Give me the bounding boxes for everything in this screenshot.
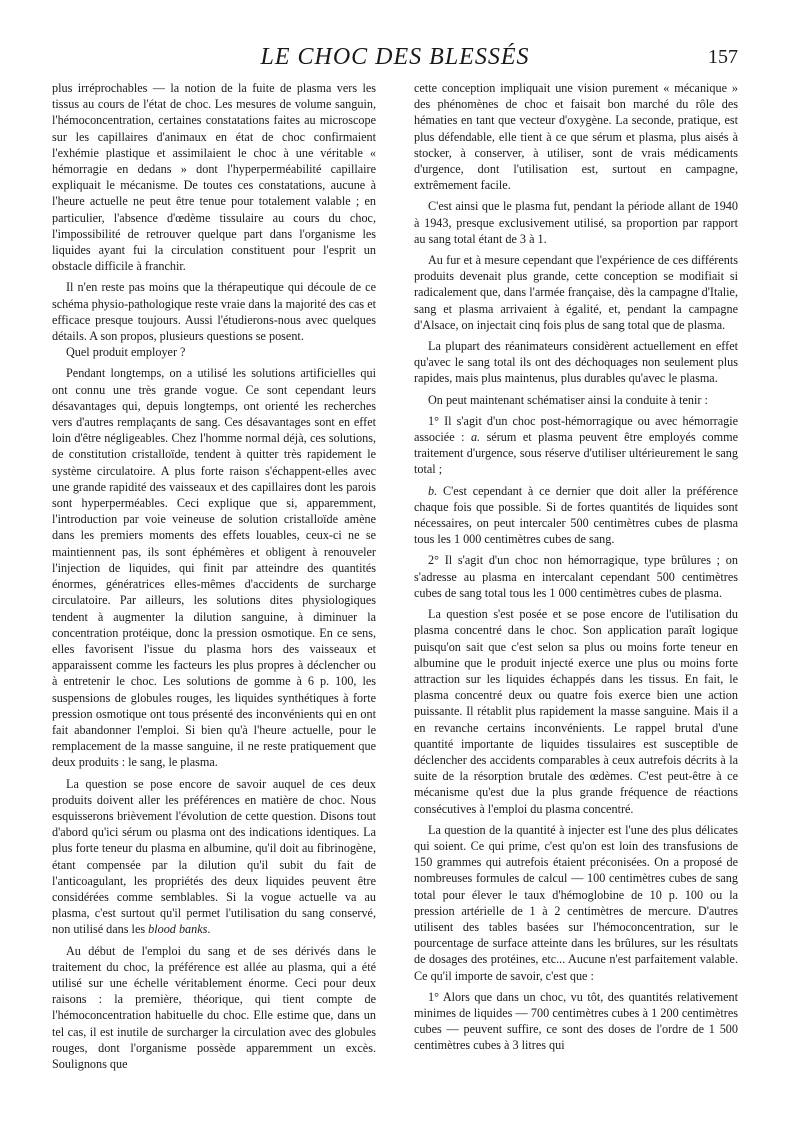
- right-column: [414, 80, 738, 1140]
- list-item: [414, 413, 738, 478]
- paragraph: [52, 776, 376, 938]
- paragraph: On peut maintenant schématiser ainsi la conduite à tenir :: [428, 392, 708, 407]
- text-span: La question se pose encore de savoir auquel de ces deux produits doivent aller les préférences en matière de choc. Nous esquisserons brièvement l'évolution de cette question. Disons tout d'abord qu'ici sérum ou plasma ont des indications identiques. La plus forte teneur du plasma en albumine, qu'il doit au fibrinogène, étant compensée par la dilution qu'il subit du fait de l'anticoagulant, les propriétés des deux liquides peuvent être considérées comme semblables. Si la vogue actuelle va au plasma, c'est surtout qu'il permet l'utilisation du sang conservé, non utilisé dans les: [52, 776, 376, 937]
- paragraph: C'est ainsi que le plasma fut, pendant la période allant de 1940 à 1943, presque exclusivement utilisé, sa proportion par rapport au sang total étant de 3 à 1.: [414, 199, 738, 246]
- paragraph: Pendant longtemps, on a utilisé les solutions artificielles qui ont connu une très grande vogue. Ce sont cependant leurs désavantages qui, depuis longtemps, ont orienté les recherches vers d'autres remplaçants de sang. Ces désavantages sont en effet loin d'être négligeables. Chez l'homme normal déjà, ces solutions, de constitution cristalloïde, tendent à quitter très rapidement le système circulatoire. A plus forte raison s'échappent-elles avec une grande rapidité des vaisseaux et des capillaires dont les parois sont hyperperméables. Ceci explique que si, apparemment, l'introduction par voie veineuse de solution cristalloïde amène dans les premiers moments des effets louables, ceux-ci ne se maintiennent pas, ils sont éphémères et obligent à renouveler l'injection de liquides, qui finit par atteindre des quantités énormes, génératrices elles-mêmes d'accidents de surcharge circulatoire. Par ailleurs, les solutions dites physiologiques tendent à augmenter la dilution sanguine, à diminuer la concentration protéique, donc la pression osmotique. En ce sens, elles favorisent l'issue du plasma hors des vaisseaux et apparaissent comme les facteurs les plus propres à déclencher ou à entretenir le choc. Les solutions de gomme à 6 p. 100, les suspensions de globules rouges, les liquides synthétiques à forte pression osmotique ont tous présenté des inconvénients qui en ont fait abandonner l'emploi. Si bien qu'à l'heure actuelle, pour le remplacement de la masse sanguine, il ne reste pratiquement que deux produits : le sang, le plasma.: [52, 366, 376, 770]
- left-column: [52, 80, 376, 1140]
- paragraph: Il n'en reste pas moins que la thérapeutique qui découle de ce schéma physio-pathologique reste vraie dans la majorité des cas et efficace presque toujours. Aussi l'étudierons-nous avec quelques détails. A son propos, plusieurs questions se posent.: [52, 280, 376, 344]
- paragraph: Au fur et à mesure cependant que l'expérience de ces différents produits devenait plus grande, cette conception se modifiait si radicalement que, dans l'armée française, dès la campagne d'Italie, sang et plasma arrivaient à égalité, et, pendant la campagne d'Alsace, on injectait cinq fois plus de sang total que de plasma.: [414, 253, 738, 332]
- page-number: 157: [708, 46, 738, 68]
- item-letter: b.: [428, 483, 438, 498]
- page-header: [52, 44, 738, 76]
- text-span: C'est cependant à ce dernier que doit aller la préférence chaque fois que possible. Si de fortes quantités de liquides sont nécessaires, on peut intercaler 500 centimètres cubes de plasma tous les 1 000 centimètres cubes de sang.: [414, 483, 738, 547]
- paragraph: Au début de l'emploi du sang et de ses dérivés dans le traitement du choc, la préférence est allée au plasma, qui a été utilisé sur une échelle véritablement énorme. Ceci pour deux raisons : la première, théorique, qui tient compte de l'hémoconcentration habituelle du choc. Elle estime que, dans un tel cas, il est inutile de surcharger la circulation avec des globules rouges, dont l'organisme possède apparemment un excès. Soulignons que: [52, 943, 376, 1071]
- list-item: [414, 483, 738, 548]
- italic-term: blood banks: [148, 922, 208, 937]
- text-span: .: [207, 922, 211, 937]
- paragraph: La question s'est posée et se pose encore de l'utilisation du plasma concentré dans le choc. Son application paraît logique puisqu'on sait que c'est selon sa plus ou moins forte teneur en albumine que le produit injecté exerce une plus ou moins forte attraction sur les liquides échappés dans les tissus. En fait, le plasma concentré deux ou quatre fois exerce bien une action puissante. Il rétablit plus rapidement la masse sanguine. Mais il a en revanche certains inconvénients. Le rappel brutal d'une quantité importante de liquides tissulaires est susceptible de déclencher des accidents comparables à ceux autrefois décrits à la suite de la résorption brutale des œdèmes. C'est peut-être à ce mécanisme qu'est due la plus grande fréquence de réactions consécutives à l'emploi du plasma concentré.: [414, 607, 738, 816]
- item-letter: a.: [470, 430, 481, 445]
- list-item: 1° Alors que dans un choc, vu tôt, des quantités relativement minimes de liquides — 700 centimètres cubes à 1 200 centimètres cubes — peuvent suffire, ce sont des doses de l'ordre de 1 500 centimètres cubes à 3 litres qui: [414, 989, 738, 1053]
- running-title: LE CHOC DES BLESSÉS: [260, 44, 530, 70]
- paragraph: cette conception impliquait une vision purement « mécanique » des phénomènes de choc et faisait bon marché du rôle des hématies en tant que vecteur d'oxygène. La seconde, pratique, est plus défendable, elle tient à ce que sérum et plasma, plus aisés à stocker, à conserver, à utiliser, sont de vrais médicaments d'urgence, dont l'utilisation est, surtout en campagne, extrêmement facile.: [414, 81, 738, 193]
- text-span: 1° Il s'agit d'un choc post-hémorragique ou avec hémorragie associée :: [414, 413, 738, 445]
- list-item: 2° Il s'agit d'un choc non hémorragique, type brûlures ; on s'adresse au plasma en intercalant cependant 500 centimètres cubes de sang total tous les 1 000 centimètres cubes de plasma.: [414, 553, 738, 600]
- paragraph: plus irréprochables — la notion de la fuite de plasma vers les tissus au cours de l'état de choc. Les mesures de volume sanguin, l'hémoconcentration, certaines constatations faites au microscope sur les capillaires d'animaux en état de choc confirmaient l'exhémie plastique et assimilaient le choc à une véritable « hémorragie en dedans » dont l'hyperperméabilité capillaire expliquait le mécanisme. De toutes ces constatations, aucune à l'heure actuelle ne peut être tenue pour totalement valable ; en particulier, l'absence d'œdème tissulaire au cours du choc, l'impossibilité de retrouver quelque part dans l'organisme les liquides ayant fui la circulation constituent pour l'esprit un obstacle difficile à franchir.: [52, 81, 376, 274]
- text-span: sérum et plasma peuvent être employés comme traitement d'urgence, sous réserve d'utiliser ultérieurement le sang total ;: [414, 430, 738, 477]
- paragraph: La question de la quantité à injecter est l'une des plus délicates qui soient. Ce qui prime, c'est qu'on est loin des transfusions de 150 grammes qui autrefois étaient préconisées. On a proposé de nombreuses formules de calcul — 100 centimètres cubes de sang total pour élever le taux d'hémoglobine de 10 p. 100 ou la pression artérielle de 1 à 2 centimètres de mercure. D'autres utilisent des tables basées sur l'hémoconcentration, sur le pourcentage de surface atteinte dans les brûlures, sur les résultats de dosages des protéines, etc... Aucune n'est parfaitement valable. Ce qu'il importe de savoir, c'est que :: [414, 822, 738, 983]
- section-question: Quel produit employer ?: [66, 345, 186, 360]
- paragraph: La plupart des réanimateurs considèrent actuellement en effet qu'avec le sang total ils ont des déchoquages non seulement plus rapides, mais plus maintenus, plus durables qu'avec le plasma.: [414, 339, 738, 386]
